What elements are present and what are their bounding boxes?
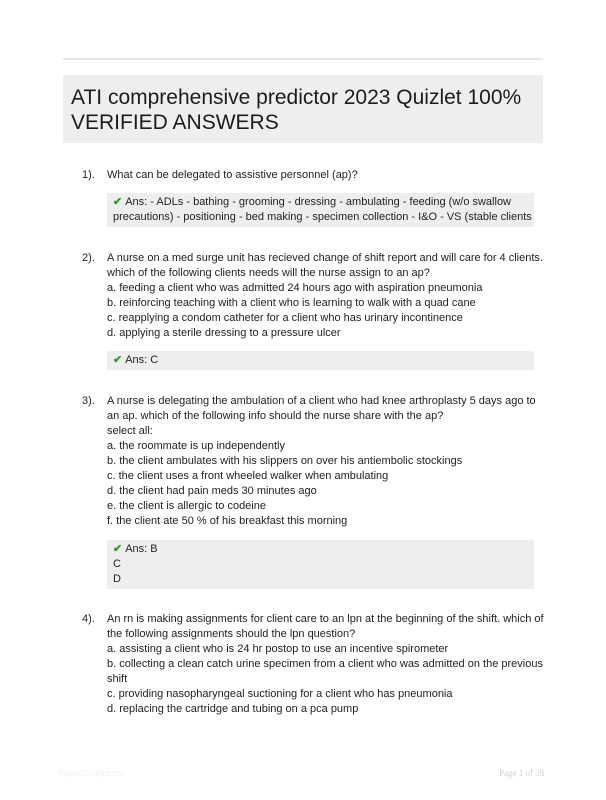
question-number: 2). [82,252,95,264]
answer-line: ✔ Ans: C [113,354,159,366]
option-a: a. assisting a client who is 24 hr postop to use an incentive spirometer [107,643,449,655]
option-e: e. the client is allergic to codeine [107,500,266,512]
answer-line: D [113,573,121,585]
footer-watermark: PaperStudy.com [58,768,124,778]
answer-box-2 [107,351,534,370]
question-text [107,394,537,529]
question-text [107,612,544,717]
answer-line: C [113,558,121,570]
answer-line: ✔ Ans: - ADLs - bathing - grooming - dressing - ambulating - feeding (w/o swallow [113,196,512,208]
question-line: select all: [107,425,153,437]
question-number: 4). [82,613,95,625]
check-icon: ✔ [113,354,123,366]
option-b-cont: shift [107,673,128,685]
question-line: A nurse is delegating the ambulation of a client who had knee arthroplasty 5 days ago to [107,395,536,407]
answer-box-1 [107,193,534,227]
title-line: ATI comprehensive predictor 2023 Quizlet 100% [71,86,522,109]
option-d: d. the client had pain meds 30 minutes ago [107,485,317,497]
top-divider [63,58,543,60]
option-f: f. the client ate 50 % of his breakfast this morning [107,515,348,527]
question-line: What can be delegated to assistive personnel (ap)? [107,169,358,181]
page-number: Page 1 of 38 [499,768,545,778]
option-d: d. replacing the cartridge and tubing on a pca pump [107,703,359,715]
question-text [107,251,543,341]
question-line: an ap. which of the following info should the nurse share with the ap? [107,410,444,422]
question-line: An rn is making assignments for client care to an lpn at the beginning of the shift. which of [107,613,544,625]
option-b: b. reinforcing teaching with a client who is learning to walk with a quad cane [107,297,476,309]
check-icon: ✔ [113,543,123,555]
question-number: 3). [82,395,95,407]
option-c: c. providing nasopharyngeal suctioning for a client who has pneumonia [107,688,453,700]
answer-box-3 [107,540,534,589]
check-icon: ✔ [113,196,123,208]
document-title [71,85,535,135]
question-line: A nurse on a med surge unit has recieved change of shift report and will care for 4 clients. [107,252,543,264]
question-number: 1). [82,169,95,181]
question-text [107,168,537,183]
title-line: VERIFIED ANSWERS [71,111,279,134]
option-a: a. feeding a client who was admitted 24 hours ago with aspiration pneumonia [107,282,483,294]
option-c: c. reapplying a condom catheter for a client who has urinary incontinence [107,312,463,324]
option-b: b. collecting a clean catch urine specimen from a client who was admitted on the previous [107,658,543,670]
title-banner [63,75,543,143]
option-c: c. the client uses a front wheeled walker when ambulating [107,470,389,482]
option-b: b. the client ambulates with his slippers on over his antiembolic stockings [107,455,463,467]
question-line: which of the following clients needs will the nurse assign to an ap? [107,267,430,279]
answer-line: ✔ Ans: B [113,543,158,555]
answer-line: precautions) - positioning - bed making - specimen collection - I&O - VS (stable clients [113,211,532,223]
option-a: a. the roommate is up independently [107,440,285,452]
option-d: d. applying a sterile dressing to a pressure ulcer [107,327,341,339]
question-line: the following assignments should the lpn question? [107,628,356,640]
